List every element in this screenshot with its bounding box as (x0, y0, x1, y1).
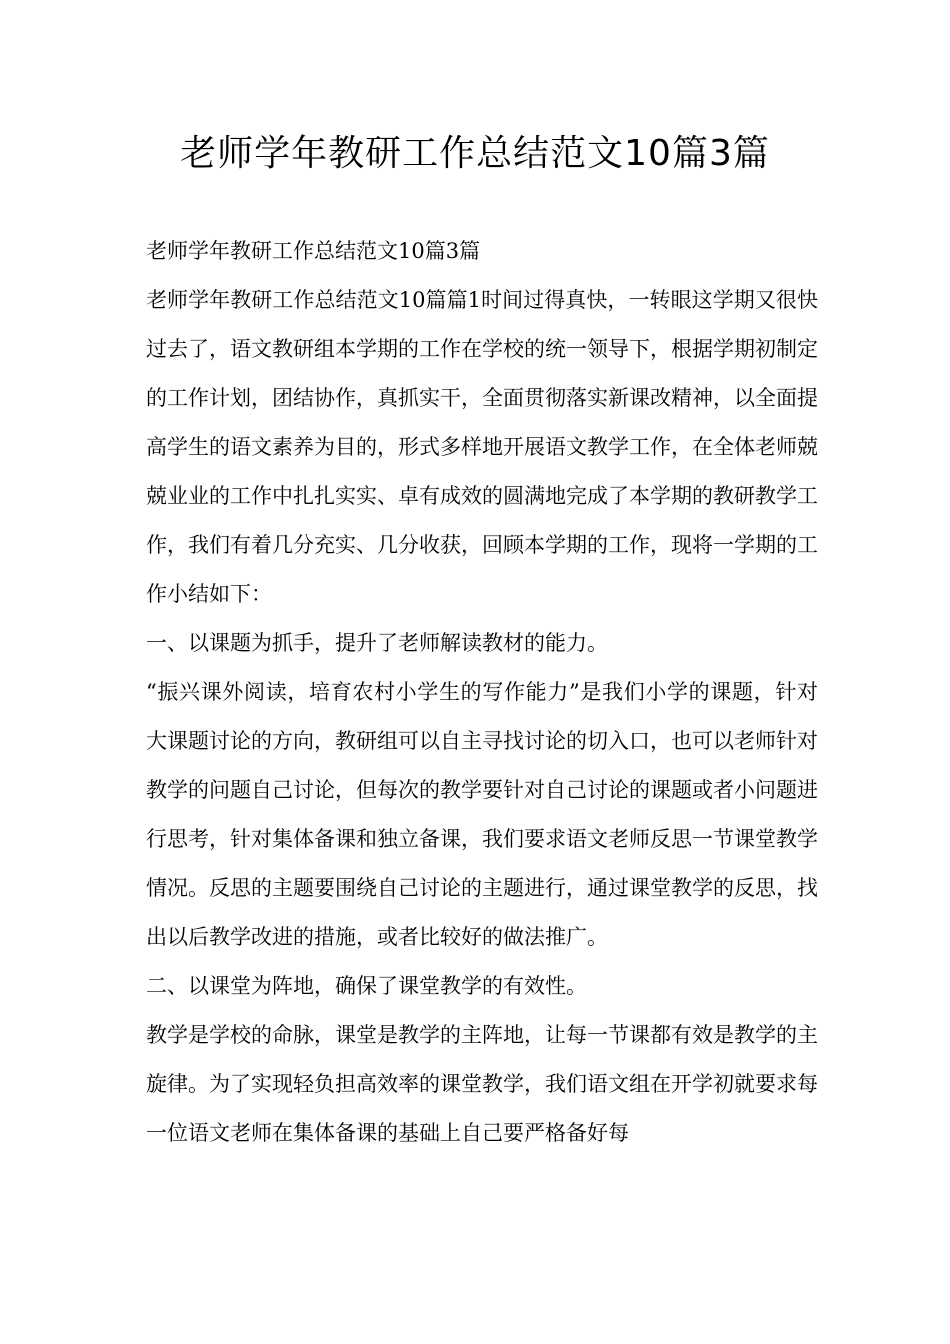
intro-paragraph: 老师学年教研工作总结范文10篇篇1时间过得真快，一转眼这学期又很快过去了，语文教研组本学期的工作在学校的统一领导下，根据学期初制定的工作计划，团结协作，真抓实干，全面贯彻落实新课改精神，以全面提高学生的语文素养为目的，形式多样地开展语文教学工作，在全体老师兢兢业业的工作中扎扎实实、卓有成效的圆满地完成了本学期的教研教学工作，我们有着几分充实、几分收获，回顾本学期的工作，现将一学期的工作小结如下： (146, 288, 818, 606)
section-heading-2: 二、以课堂为阵地，确保了课堂教学的有效性。 (146, 974, 587, 998)
document-body (146, 227, 818, 1158)
section-paragraph-2: 教学是学校的命脉，课堂是教学的主阵地，让每一节课都有效是教学的主旋律。为了实现轻负担高效率的课堂教学，我们语文组在开学初就要求每一位语文老师在集体备课的基础上自己要严格备好每 (146, 1023, 818, 1145)
document-title: 老师学年教研工作总结范文10篇3篇 (180, 133, 770, 174)
subtitle-paragraph: 老师学年教研工作总结范文10篇3篇 (146, 239, 481, 263)
section-heading-1: 一、以课题为抓手，提升了老师解读教材的能力。 (146, 631, 608, 655)
section-paragraph-1: “振兴课外阅读，培育农村小学生的写作能力”是我们小学的课题，针对大课题讨论的方向，教研组可以自主寻找讨论的切入口，也可以老师针对教学的问题自己讨论，但每次的教学要针对自己讨论的课题或者小问题进行思考，针对集体备课和独立备课，我们要求语文老师反思一节课堂教学情况。反思的主题要围绕自己讨论的主题进行，通过课堂教学的反思，找出以后教学改进的措施，或者比较好的做法推广。 (146, 680, 818, 949)
